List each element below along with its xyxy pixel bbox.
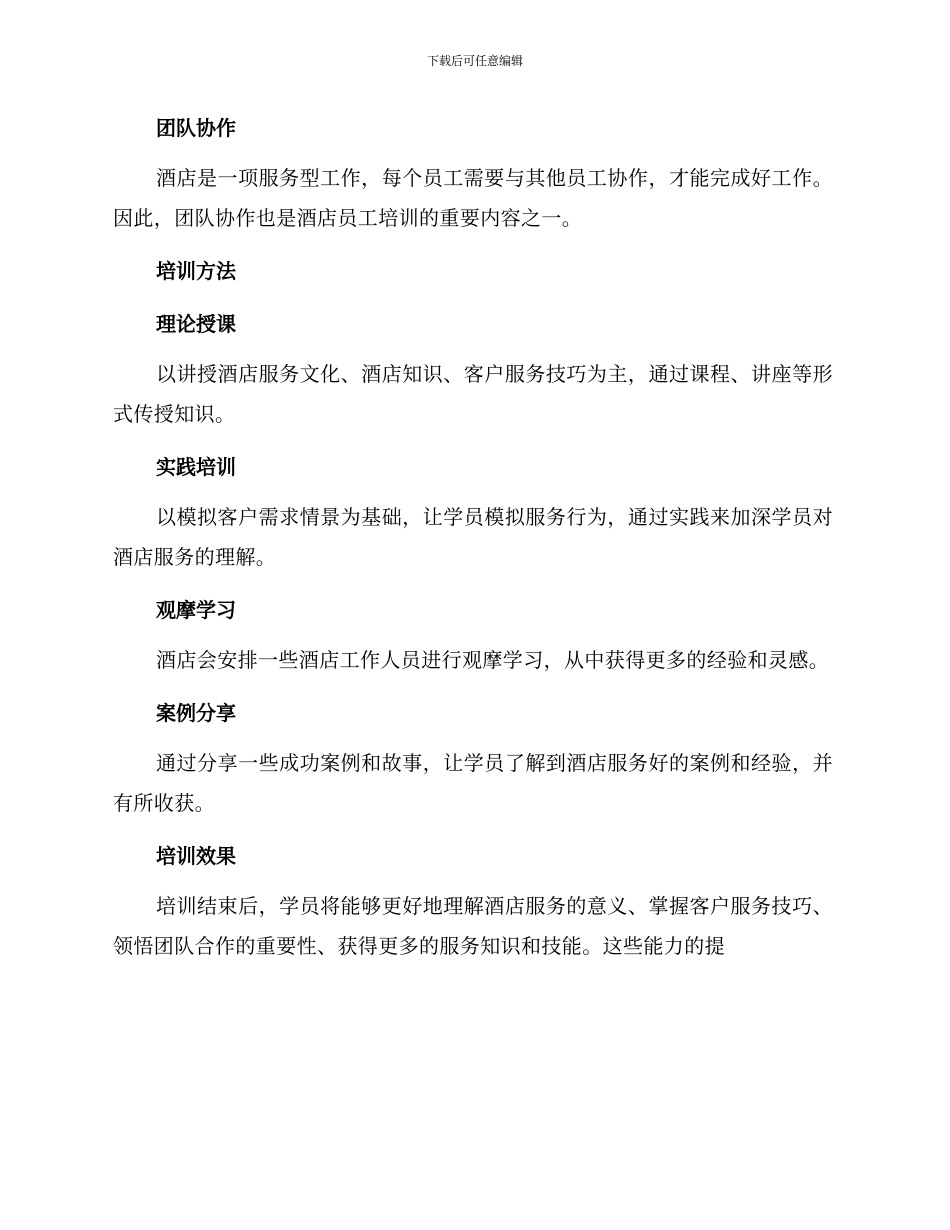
heading-cases: 案例分享 <box>156 701 236 725</box>
document-body <box>113 108 833 966</box>
heading-training-methods: 培训方法 <box>156 259 236 283</box>
heading-effect: 培训效果 <box>156 844 236 868</box>
heading-theory: 理论授课 <box>156 312 236 336</box>
heading-observation: 观摩学习 <box>156 598 236 622</box>
paragraph-theory: 以讲授酒店服务文化、酒店知识、客户服务技巧为主，通过课程、讲座等形式传授知识。 <box>113 362 833 426</box>
heading-teamwork: 团队协作 <box>156 116 236 140</box>
paragraph-practice: 以模拟客户需求情景为基础，让学员模拟服务行为，通过实践来加深学员对酒店服务的理解。 <box>113 505 833 569</box>
heading-practice: 实践培训 <box>156 455 236 479</box>
paragraph-cases: 通过分享一些成功案例和故事，让学员了解到酒店服务好的案例和经验，并有所收获。 <box>113 751 833 815</box>
paragraph-effect: 培训结束后，学员将能够更好地理解酒店服务的意义、掌握客户服务技巧、领悟团队合作的重要性、获得更多的服务知识和技能。这些能力的提 <box>113 894 833 958</box>
page-header: 下载后可任意编辑 <box>426 54 523 68</box>
paragraph-observation: 酒店会安排一些酒店工作人员进行观摩学习，从中获得更多的经验和灵感。 <box>156 648 830 672</box>
paragraph-teamwork: 酒店是一项服务型工作，每个员工需要与其他员工协作，才能完成好工作。因此，团队协作也是酒店员工培训的重要内容之一。 <box>113 166 833 230</box>
